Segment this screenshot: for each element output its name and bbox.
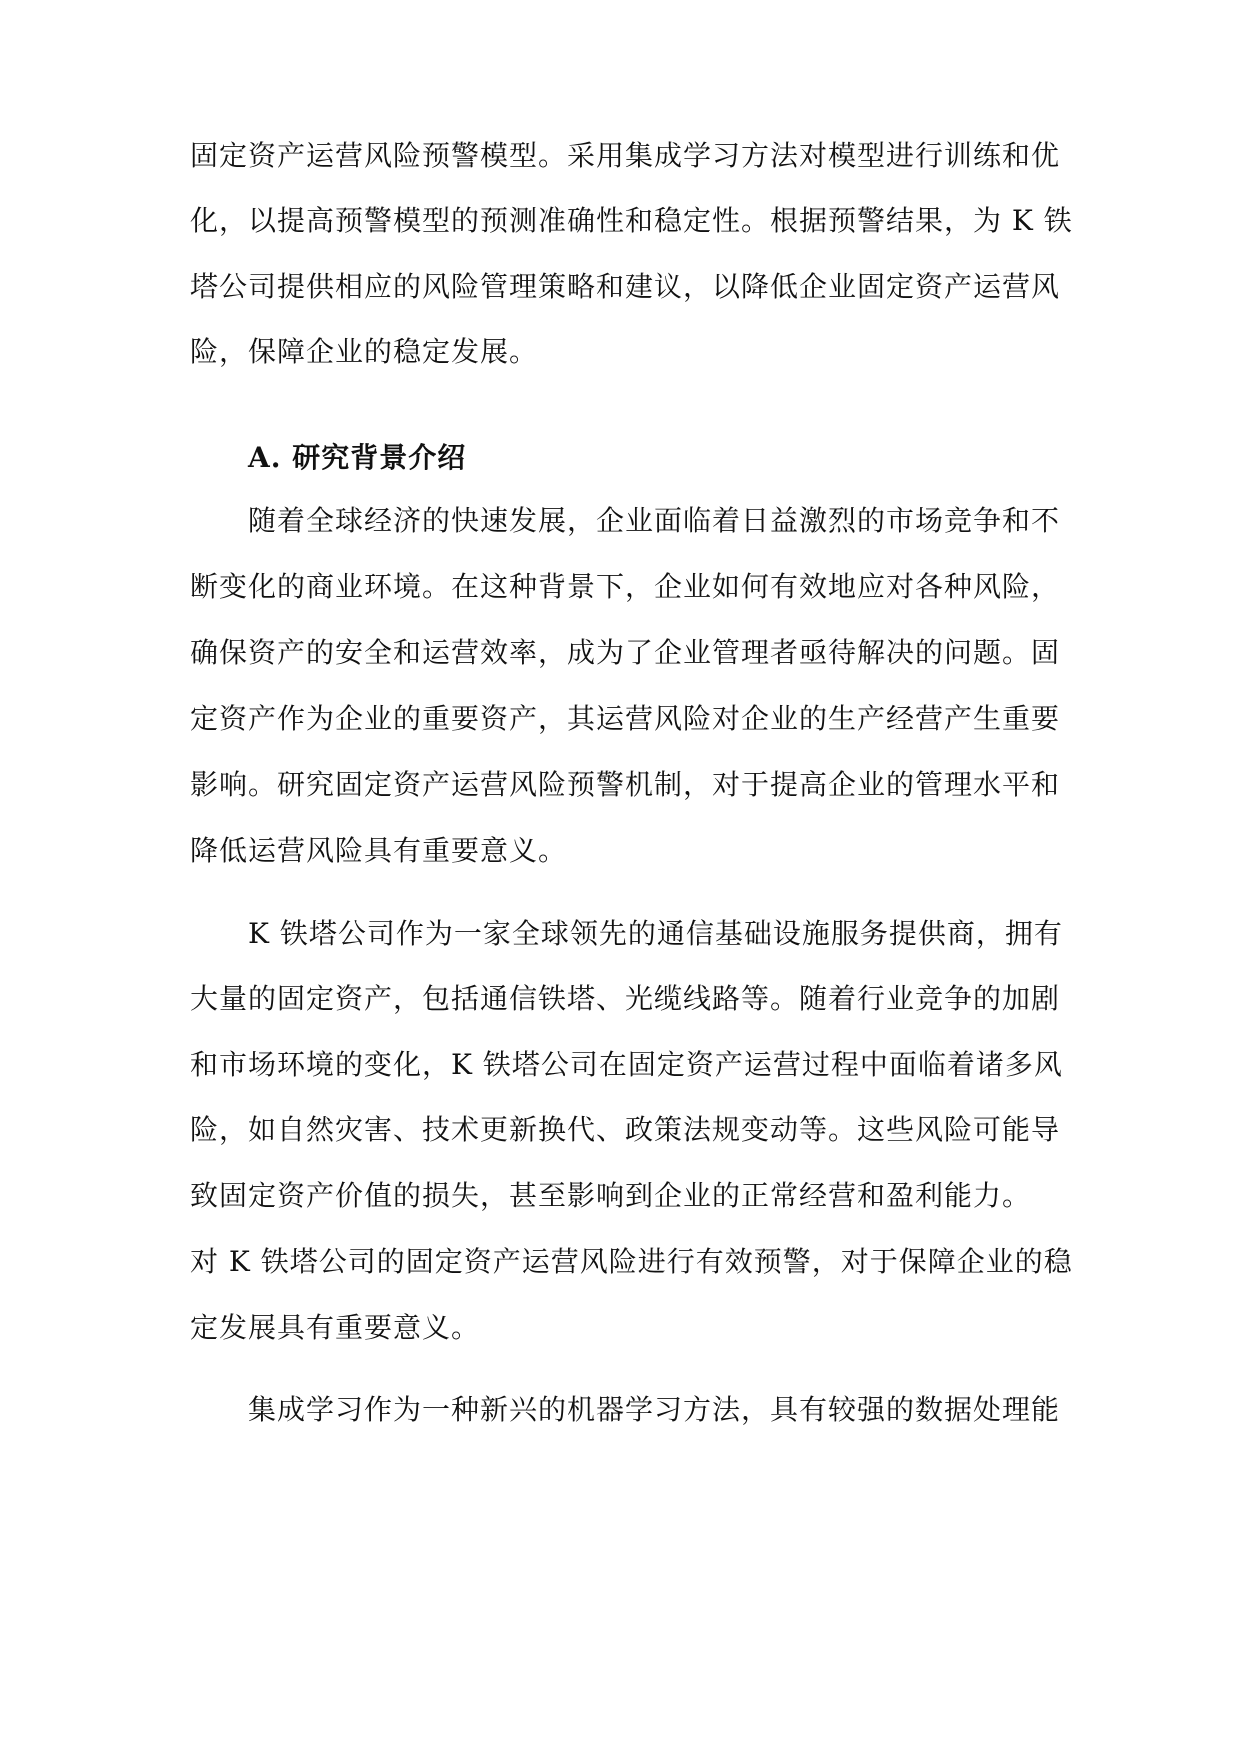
- section-heading: A. 研究背景介绍: [248, 441, 467, 474]
- text-line: K 铁塔公司作为一家全球领先的通信基础设施服务提供商，拥有: [248, 917, 1063, 950]
- text-line: 致固定资产价值的损失，甚至影响到企业的正常经营和盈利能力。: [190, 1179, 1032, 1212]
- text-line: 固定资产运营风险预警模型。采用集成学习方法对模型进行训练和优: [190, 139, 1061, 172]
- text-line: 塔公司提供相应的风险管理策略和建议，以降低企业固定资产运营风: [190, 270, 1061, 303]
- text-line: 随着全球经济的快速发展，企业面临着日益激烈的市场竞争和不: [248, 504, 1061, 537]
- text-line: 降低运营风险具有重要意义。: [190, 834, 568, 867]
- text-line: 集成学习作为一种新兴的机器学习方法，具有较强的数据处理能: [248, 1393, 1061, 1426]
- text-line: 影响。研究固定资产运营风险预警机制，对于提高企业的管理水平和: [190, 768, 1061, 801]
- text-line: 定发展具有重要意义。: [190, 1311, 481, 1344]
- text-line: 和市场环境的变化，K 铁塔公司在固定资产运营过程中面临着诸多风: [190, 1048, 1063, 1081]
- text-line: 对 K 铁塔公司的固定资产运营风险进行有效预警，对于保障企业的稳: [190, 1245, 1073, 1278]
- text-line: 断变化的商业环境。在这种背景下，企业如何有效地应对各种风险，: [190, 570, 1061, 603]
- text-line: 险，保障企业的稳定发展。: [190, 335, 539, 368]
- text-line: 大量的固定资产，包括通信铁塔、光缆线路等。随着行业竞争的加剧: [190, 982, 1061, 1015]
- text-line: 化，以提高预警模型的预测准确性和稳定性。根据预警结果，为 K 铁: [190, 204, 1073, 237]
- text-line: 险，如自然灾害、技术更新换代、政策法规变动等。这些风险可能导: [190, 1113, 1061, 1146]
- text-line: 定资产作为企业的重要资产，其运营风险对企业的生产经营产生重要: [190, 702, 1061, 735]
- text-line: 确保资产的安全和运营效率，成为了企业管理者亟待解决的问题。固: [190, 636, 1061, 669]
